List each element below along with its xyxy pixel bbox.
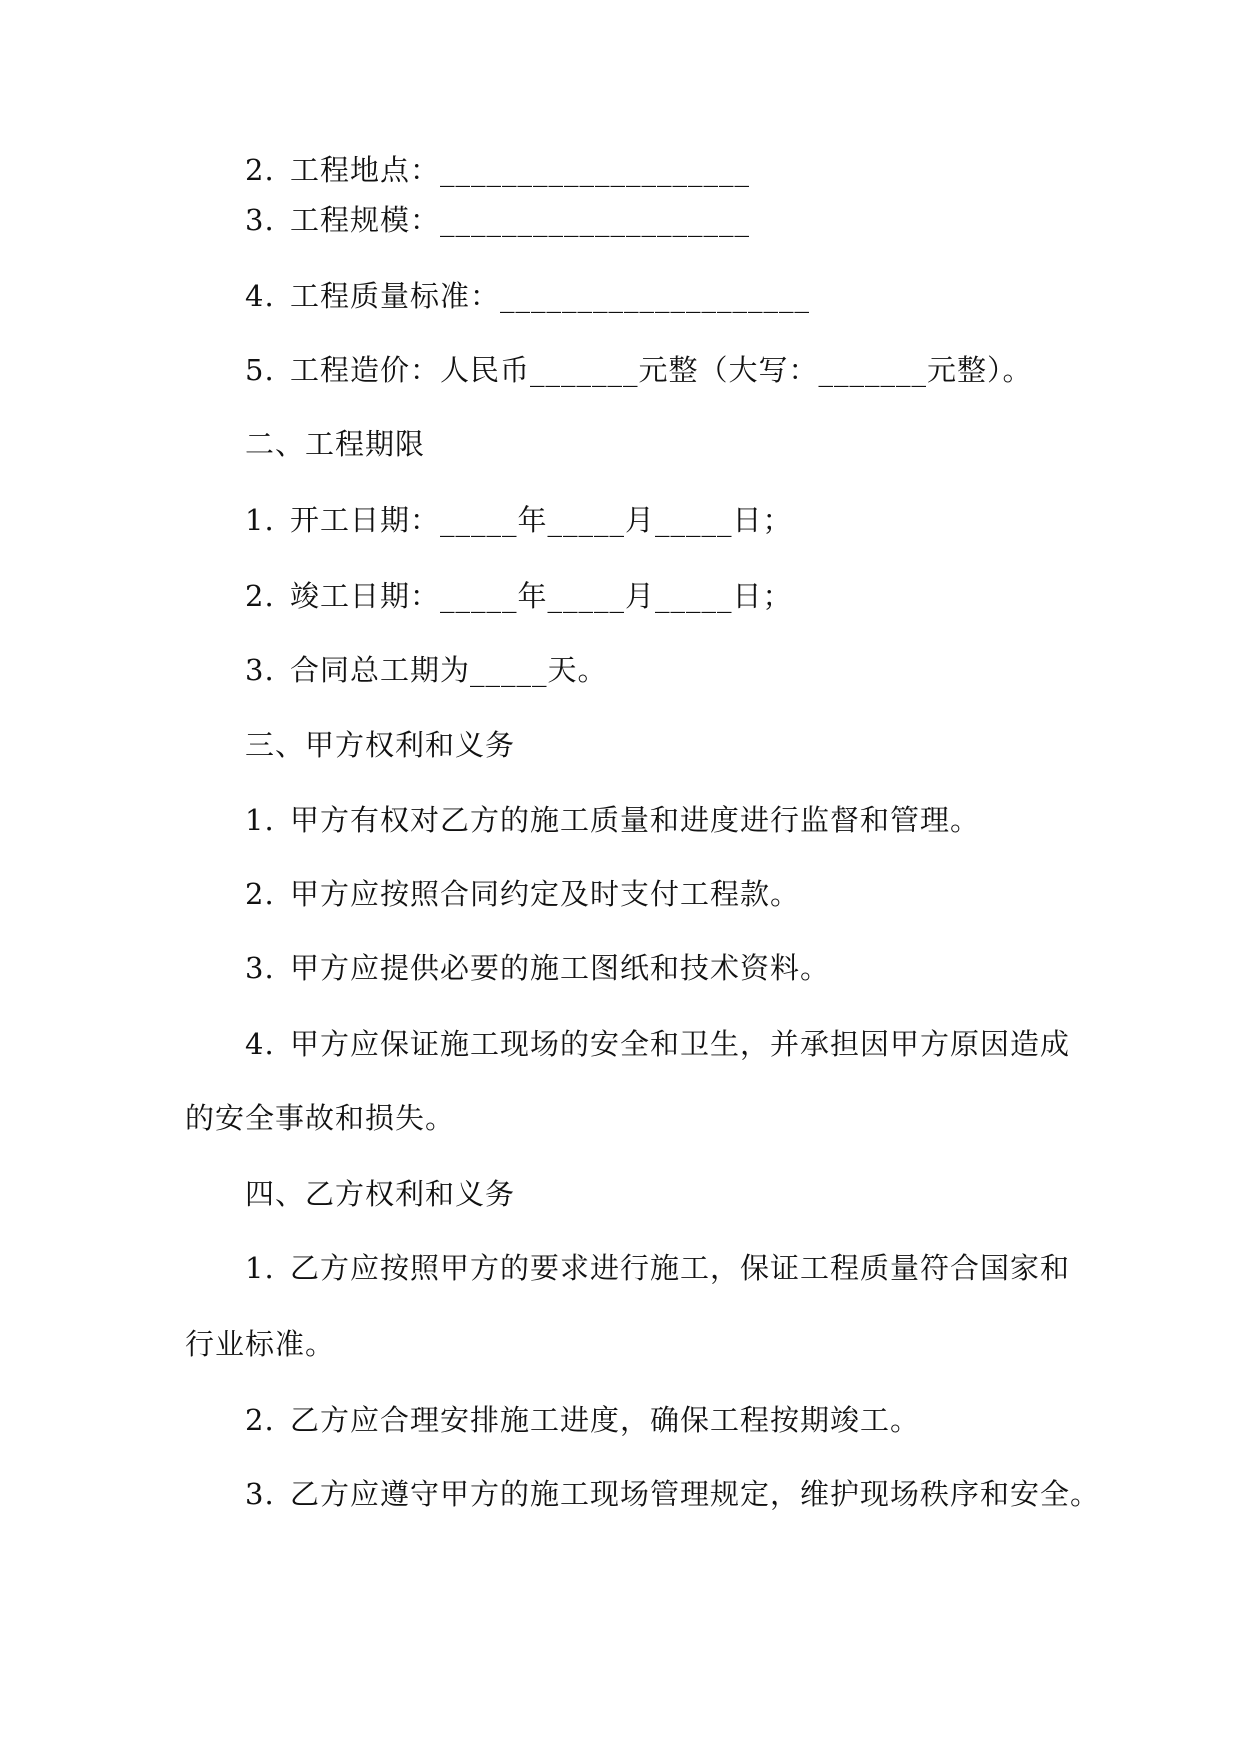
section-heading: 三、甲方权利和义务 <box>245 728 516 762</box>
section-heading-3 <box>0 723 1241 767</box>
clause-text: 甲方应按照合同约定及时支付工程款。 <box>290 877 801 911</box>
clause-4-continuation <box>0 1096 1241 1140</box>
section-heading: 四、乙方权利和义务 <box>245 1177 516 1211</box>
clause-2-party-a-payment <box>0 872 1241 916</box>
clause-number: 1. <box>245 1251 275 1285</box>
clause-text: 竣工日期：_____年_____月_____日； <box>290 579 793 613</box>
clause-text: 甲方应保证施工现场的安全和卫生，并承担因甲方原因造成 <box>290 1027 1071 1061</box>
clause-5-cost <box>0 348 1241 392</box>
clause-number: 3. <box>245 951 275 985</box>
clause-number: 3. <box>245 203 275 237</box>
clause-text: 乙方应合理安排施工进度，确保工程按期竣工。 <box>290 1403 921 1437</box>
clause-text: 工程造价：人民币_______元整（大写：_______元整）。 <box>290 353 1033 387</box>
clause-3-total-duration <box>0 648 1241 692</box>
clause-1-continuation <box>0 1322 1241 1366</box>
clause-number: 2. <box>245 579 275 613</box>
clause-4-quality-standard <box>0 274 1241 318</box>
clause-text: 乙方应按照甲方的要求进行施工，保证工程质量符合国家和 <box>290 1251 1071 1285</box>
clause-text: 工程质量标准：____________________ <box>290 279 811 313</box>
clause-number: 2. <box>245 877 275 911</box>
clause-1-party-b-quality <box>0 1246 1241 1290</box>
clause-3-party-a-drawings <box>0 946 1241 990</box>
clause-3-party-b-site-rules <box>0 1472 1241 1516</box>
clause-2-location <box>0 148 1241 192</box>
clause-text: 甲方应提供必要的施工图纸和技术资料。 <box>290 951 831 985</box>
clause-1-party-a-supervision <box>0 798 1241 842</box>
clause-number: 2. <box>245 1403 275 1437</box>
section-heading: 二、工程期限 <box>245 427 426 461</box>
clause-text: 乙方应遵守甲方的施工现场管理规定，维护现场秩序和安全。 <box>290 1477 1101 1511</box>
clause-number: 4. <box>245 279 275 313</box>
clause-3-scale <box>0 198 1241 242</box>
clause-text: 行业标准。 <box>185 1327 336 1361</box>
clause-number: 5. <box>245 353 275 387</box>
clause-2-completion-date <box>0 574 1241 618</box>
clause-text: 的安全事故和损失。 <box>185 1101 456 1135</box>
clause-2-party-b-schedule <box>0 1398 1241 1442</box>
clause-text: 甲方有权对乙方的施工质量和进度进行监督和管理。 <box>290 803 981 837</box>
section-heading-4 <box>0 1172 1241 1216</box>
clause-text: 开工日期：_____年_____月_____日； <box>290 503 793 537</box>
clause-number: 3. <box>245 1477 275 1511</box>
section-heading-2 <box>0 422 1241 466</box>
clause-4-party-a-safety <box>0 1022 1241 1066</box>
clause-number: 2. <box>245 153 275 187</box>
clause-number: 1. <box>245 503 275 537</box>
clause-number: 1. <box>245 803 275 837</box>
clause-text: 工程地点：____________________ <box>290 153 751 187</box>
clause-text: 合同总工期为_____天。 <box>290 653 608 687</box>
clause-number: 4. <box>245 1027 275 1061</box>
clause-text: 工程规模：____________________ <box>290 203 751 237</box>
clause-1-start-date <box>0 498 1241 542</box>
clause-number: 3. <box>245 653 275 687</box>
